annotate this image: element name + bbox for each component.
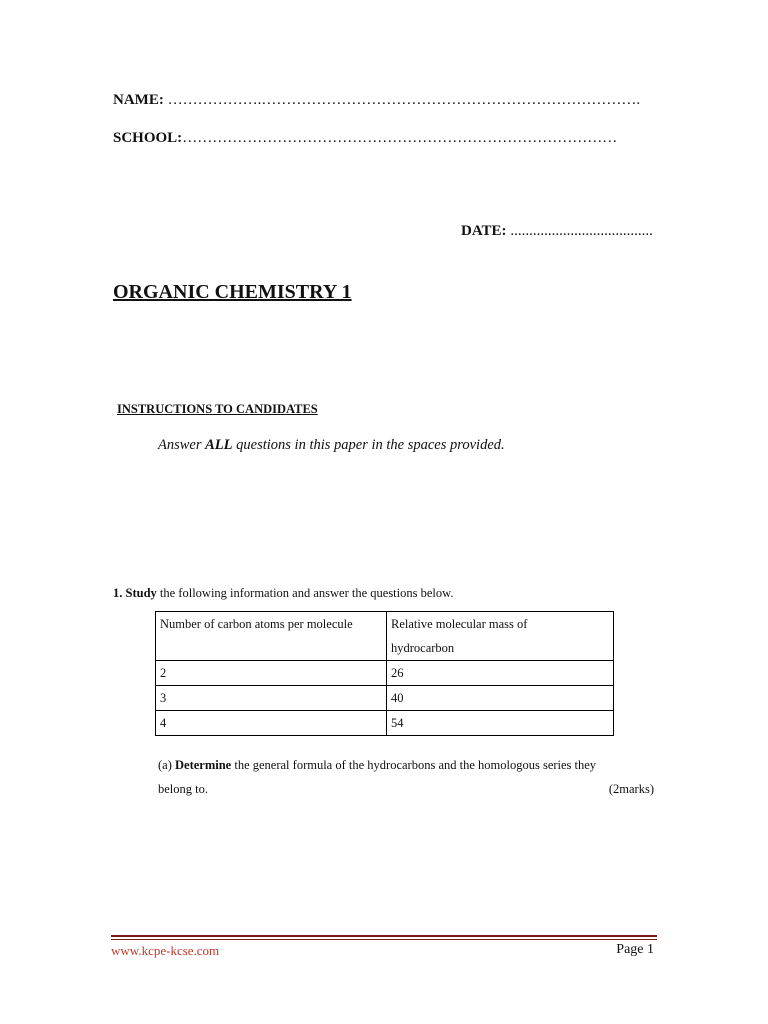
question-1-verb: Study — [125, 586, 157, 600]
instructions-post: questions in this paper in the spaces provided. — [232, 437, 505, 453]
table-header-cell — [387, 612, 614, 661]
table-header-cell: Number of carbon atoms per molecule — [156, 612, 387, 661]
table-header-row — [156, 612, 614, 661]
hydrocarbon-data-table — [155, 611, 614, 736]
name-dots: ……………….…………………………………………………………………. — [163, 92, 641, 108]
date-field-line — [461, 223, 653, 240]
footer-divider — [111, 935, 657, 937]
table-cell: 54 — [387, 711, 614, 736]
question-1a-text: the general formula of the hydrocarbons and the homologous series they — [231, 758, 597, 772]
question-1a-marks: (2marks) — [608, 782, 654, 796]
instructions-heading: INSTRUCTIONS TO CANDIDATES — [117, 402, 318, 416]
instructions-bold: ALL — [205, 437, 233, 453]
date-label: DATE: — [461, 223, 507, 239]
instructions-text — [158, 437, 505, 454]
school-dots: …………………………………………………………………………… — [182, 130, 618, 146]
table-header-text: hydrocarbon — [391, 641, 455, 655]
question-1-number: 1. — [113, 586, 126, 600]
table-cell: 40 — [387, 686, 614, 711]
footer-divider-thin — [111, 939, 657, 940]
question-1a-line-2: belong to. — [158, 782, 208, 796]
table-row — [156, 661, 614, 686]
table-cell: 3 — [156, 686, 387, 711]
question-1-text: the following information and answer the questions below. — [156, 586, 454, 600]
name-field-line — [113, 92, 640, 109]
date-dots: ...................................... — [506, 223, 653, 239]
name-label: NAME: — [113, 92, 164, 108]
table-cell: 4 — [156, 711, 387, 736]
footer-website-link[interactable]: www.kcpe-kcse.com — [111, 943, 220, 958]
table-header-text: Relative molecular mass of — [391, 617, 528, 631]
table-row — [156, 711, 614, 736]
instructions-pre: Answer — [158, 437, 206, 453]
table-row — [156, 686, 614, 711]
school-field-line — [113, 130, 617, 147]
table-cell: 2 — [156, 661, 387, 686]
footer-page-number: Page 1 — [616, 942, 654, 957]
question-1a-verb: Determine — [175, 758, 232, 772]
page-title: ORGANIC CHEMISTRY 1 — [113, 281, 352, 303]
question-1-stem — [113, 586, 453, 601]
question-1a-label: (a) — [158, 758, 175, 772]
school-label: SCHOOL: — [113, 130, 183, 146]
question-1a-line-1 — [158, 758, 596, 773]
table-cell: 26 — [387, 661, 614, 686]
